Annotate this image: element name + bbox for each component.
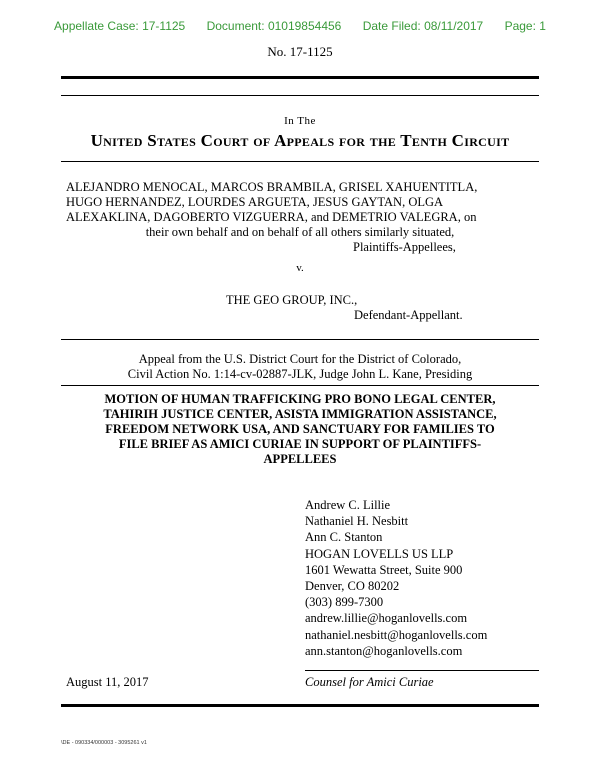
defendant-name: THE GEO GROUP, INC., [226, 293, 358, 307]
appeal-block [0, 352, 600, 382]
stamp-page: Page: 1 [504, 19, 546, 33]
motion-line: APPELLEES [263, 452, 337, 466]
defendant-block [226, 293, 463, 323]
plaintiffs-line: their own behalf and on behalf of all others similarly situated, [145, 225, 455, 239]
plaintiffs-line: ALEJANDRO MENOCAL, MARCOS BRAMBILA, GRISEL XAHUENTITLA, [66, 180, 478, 194]
filing-stamp [0, 19, 600, 33]
court-divider [61, 161, 539, 162]
motion-line: MOTION OF HUMAN TRAFFICKING PRO BONO LEGAL CENTER, [104, 392, 496, 406]
motion-line: FILE BRIEF AS AMICI CURIAE IN SUPPORT OF PLAINTIFFS- [118, 437, 482, 451]
court-in-the: In The [284, 115, 316, 127]
stamp-document: Document: 01019854456 [206, 19, 342, 33]
counsel-email: nathaniel.nesbitt@hoganlovells.com [305, 627, 488, 642]
counsel-line: Nathaniel H. Nesbitt [305, 514, 409, 529]
signature-rule [305, 670, 539, 671]
plaintiffs-role: Plaintiffs-Appellees, [353, 240, 456, 254]
counsel-email: ann.stanton@hoganlovells.com [305, 643, 463, 658]
stamp-case: Appellate Case: 17-1125 [54, 19, 186, 33]
parties-divider [61, 339, 539, 340]
counsel-email: andrew.lillie@hoganlovells.com [305, 611, 468, 626]
counsel-for: Counsel for Amici Curiae [305, 675, 434, 689]
court-name: United States Court of Appeals for the Tenth Circuit [90, 131, 510, 150]
motion-title [68, 392, 532, 467]
plaintiffs-line: HUGO HERNANDEZ, LOURDES ARGUETA, JESUS GAYTAN, OLGA [66, 195, 444, 209]
filing-date: August 11, 2017 [66, 675, 149, 689]
document-id: \DE - 090334/000003 - 3095261 v1 [61, 740, 147, 746]
plaintiffs-line: ALEXAKLINA, DAGOBERTO VIZGUERRA, and DEMETRIO VALEGRA, on [66, 210, 477, 224]
counsel-line: HOGAN LOVELLS US LLP [305, 546, 454, 561]
appeal-line: Appeal from the U.S. District Court for the District of Colorado, [138, 352, 462, 366]
motion-line: FREEDOM NETWORK USA, AND SANCTUARY FOR FAMILIES TO [105, 422, 495, 436]
top-thick-rule [61, 76, 539, 79]
top-thin-rule [61, 95, 539, 96]
defendant-role: Defendant-Appellant. [354, 308, 463, 322]
counsel-line: Ann C. Stanton [305, 530, 383, 545]
counsel-line: 1601 Wewatta Street, Suite 900 [305, 562, 463, 577]
counsel-block [305, 497, 487, 659]
counsel-line: (303) 899-7300 [305, 595, 384, 610]
appeal-divider [61, 385, 539, 386]
plaintiffs-block [66, 180, 534, 255]
appeal-line: Civil Action No. 1:14-cv-02887-JLK, Judge John L. Kane, Presiding [127, 367, 473, 381]
counsel-line: Andrew C. Lillie [305, 498, 391, 512]
stamp-date-filed: Date Filed: 08/11/2017 [362, 19, 484, 33]
bottom-thick-rule [61, 704, 539, 707]
versus: v. [296, 262, 304, 274]
case-number: No. 17-1125 [267, 44, 333, 59]
motion-line: TAHIRIH JUSTICE CENTER, ASISTA IMMIGRATION ASSISTANCE, [103, 407, 497, 421]
counsel-line: Denver, CO 80202 [305, 579, 400, 594]
